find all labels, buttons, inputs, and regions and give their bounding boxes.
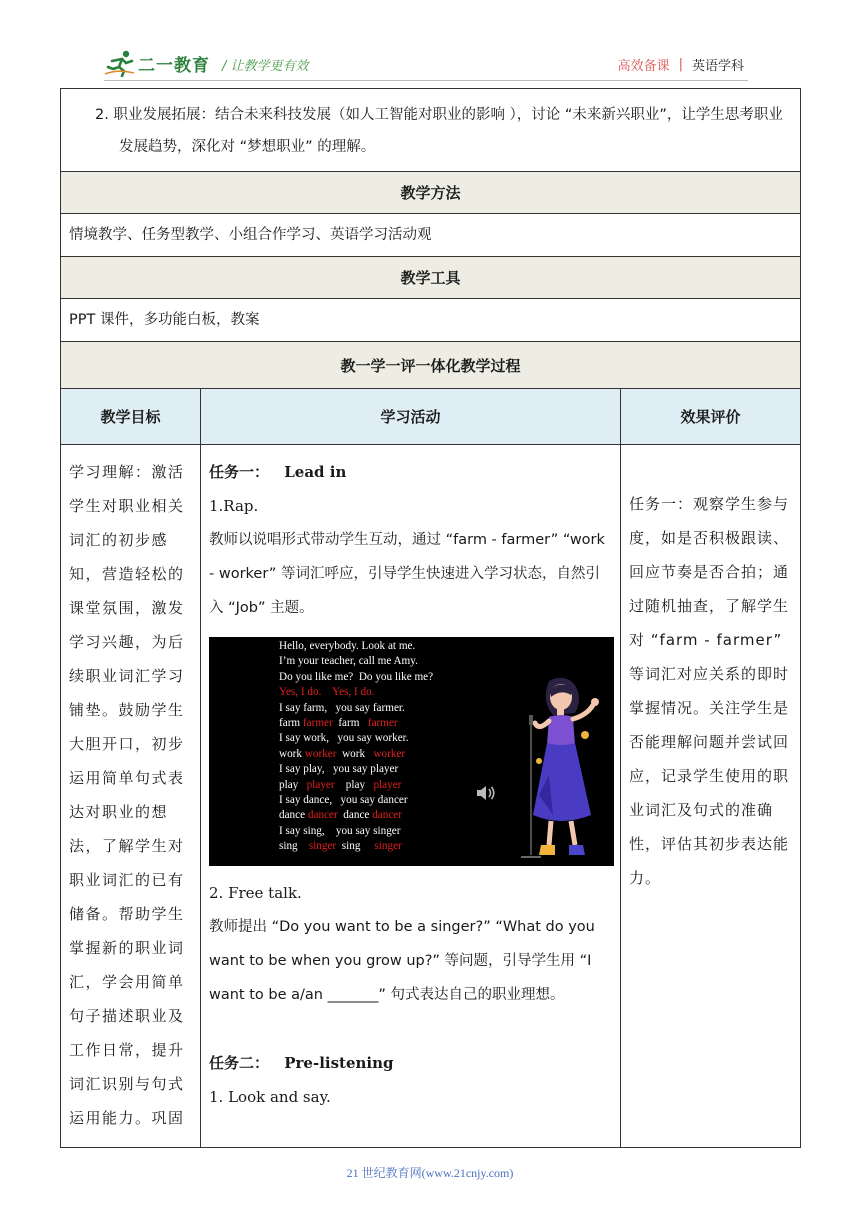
tools-title: 教学工具 [61, 257, 801, 299]
lyric-line [279, 654, 433, 669]
lyric-echo: singer [308, 840, 337, 853]
lyric-call: play [334, 778, 374, 791]
speaker-icon[interactable] [475, 783, 497, 803]
runner-logo-icon [104, 49, 136, 77]
lyric-line [279, 731, 433, 746]
lyric-call: play [279, 778, 307, 791]
lyric-echo: Yes, I do. Yes, I do. [279, 686, 375, 699]
lyric-call: farm [279, 717, 303, 730]
tools-text: PPT 课件，多功能白板，教案 [69, 312, 260, 328]
header-divider [104, 80, 748, 81]
task2-heading [209, 1046, 614, 1080]
page-footer: 21 世纪教育网(www.21cnjy.com) [346, 1166, 514, 1180]
item-free-talk-text: 教师提出 “Do you want to be a singer?” “What do you want to be when you grow up?” 等问题，引导学生用 “I want to be a/an _______” 句式表达自己的职业理想。 [209, 919, 595, 1003]
header-subject [618, 55, 744, 74]
slogan: / 让教学更有效 [222, 59, 309, 74]
lyric-call: I say play, you say player [279, 763, 399, 776]
tools-cell [61, 299, 801, 342]
lyric-line [279, 824, 433, 839]
rap-lyrics [279, 639, 433, 855]
rap-slide [209, 637, 614, 866]
lyric-call: sing [336, 840, 375, 853]
lyric-call: work [336, 747, 374, 760]
lyric-echo: worker [304, 747, 337, 760]
page-header [0, 0, 860, 90]
lyric-line [279, 808, 433, 823]
header-label-subject: 英语学科 [691, 59, 744, 74]
lyric-line [279, 762, 433, 777]
process-title: 教一学一评一体化教学过程 [61, 342, 801, 389]
task1-label: 任务一： [209, 463, 270, 481]
activity-cell [201, 445, 621, 1148]
lyric-line [279, 685, 433, 700]
logo-text: 二一教育 [138, 55, 210, 76]
singing-girl-illustration [509, 675, 609, 865]
activity-content [201, 445, 620, 1147]
lyric-echo: player [306, 778, 335, 791]
methods-cell [61, 214, 801, 257]
task1-heading [209, 455, 614, 489]
lyric-line [279, 670, 433, 685]
lyric-call: I say sing, you say singer [279, 824, 401, 837]
lyric-line [279, 778, 433, 793]
lyric-line [279, 716, 433, 731]
evaluation-cell [621, 445, 801, 1148]
intro-cell [61, 89, 801, 172]
lyric-call: I say dance, you say dancer [279, 794, 408, 807]
lyric-echo: dancer [372, 809, 402, 822]
lyric-echo: singer [374, 840, 402, 853]
lyric-call: sing [279, 840, 309, 853]
spacer [209, 1012, 614, 1046]
goal-cell [61, 445, 201, 1148]
lyric-line [279, 793, 433, 808]
item-rap-text: 教师以说唱形式带动学生互动，通过 “farm - farmer” “work - worker” 等词汇呼应，引导学生快速进入学习状态，自然引入 “Job” 主题。 [209, 532, 605, 616]
lesson-plan-table [60, 88, 801, 1148]
lyric-line [279, 839, 433, 854]
intro-text: 2. 职业发展拓展：结合未来科技发展（如人工智能对职业的影响 ），讨论 “未来新兴职业”，让学生思考职业发展趋势，深化对 “梦想职业” 的理解。 [95, 107, 783, 155]
lyric-line [279, 747, 433, 762]
lyric-line [279, 701, 433, 716]
column-header-goal: 教学目标 [61, 389, 201, 445]
task2-name: Pre-listening [284, 1054, 394, 1072]
lyric-echo: farmer [367, 717, 398, 730]
column-header-activity: 学习活动 [201, 389, 621, 445]
lyric-echo: player [373, 778, 402, 791]
lyric-call: I’m your teacher, call me Amy. [279, 655, 418, 668]
lyric-echo: worker [373, 747, 406, 760]
header-label-prep: 高效备课 [617, 59, 670, 74]
lyric-call: dance [279, 809, 308, 822]
methods-title: 教学方法 [61, 172, 801, 214]
lyric-call: Hello, everybody. Look at me. [279, 640, 416, 652]
item-rap: 1.Rap. [209, 497, 259, 515]
lyric-call: work [279, 747, 305, 760]
evaluation-text: 任务一：观察学生参与度，如是否积极跟读、回应节奏是否合拍；通过随机抽查，了解学生对 “farm - farmer” 等词汇对应关系的即时掌握情况。关注学生是否能理解问题并尝试回应，记录学生使用的职业词汇及句式的准确性，评估其初步表达能力。 [629, 495, 790, 887]
logo [104, 49, 210, 77]
item-look-and-say: 1. Look and say. [209, 1088, 331, 1106]
lyric-call: I say work, you say worker. [279, 732, 409, 745]
lyric-call: Do you like me? Do you like me? [279, 670, 434, 683]
header-separator: | [678, 57, 683, 72]
item-free-talk: 2. Free talk. [209, 884, 302, 902]
lyric-line [279, 639, 433, 654]
lyric-call: I say farm, you say farmer. [279, 701, 405, 714]
lyric-call: dance [337, 809, 373, 822]
goal-text: 学习理解：激活学生对职业相关词汇的初步感知，营造轻松的课堂氛围，激发学习兴趣，为后续职业词汇学习铺垫。鼓励学生大胆开口，初步运用简单句式表达对职业的想法，了解学生对职业词汇的已有储备。帮助学生掌握新的职业词汇，学会用简单句子描述职业及工作日常，提升词汇识别与句式运用能力。巩固 [69, 463, 185, 1127]
lyric-call: farm [332, 717, 368, 730]
lyric-echo: farmer [302, 717, 333, 730]
lyric-echo: dancer [307, 809, 338, 822]
task2-label: 任务二： [209, 1054, 270, 1072]
task1-name: Lead in [284, 463, 347, 481]
column-header-evaluation: 效果评价 [621, 389, 801, 445]
methods-text: 情境教学、任务型教学、小组合作学习、英语学习活动观 [69, 227, 432, 243]
